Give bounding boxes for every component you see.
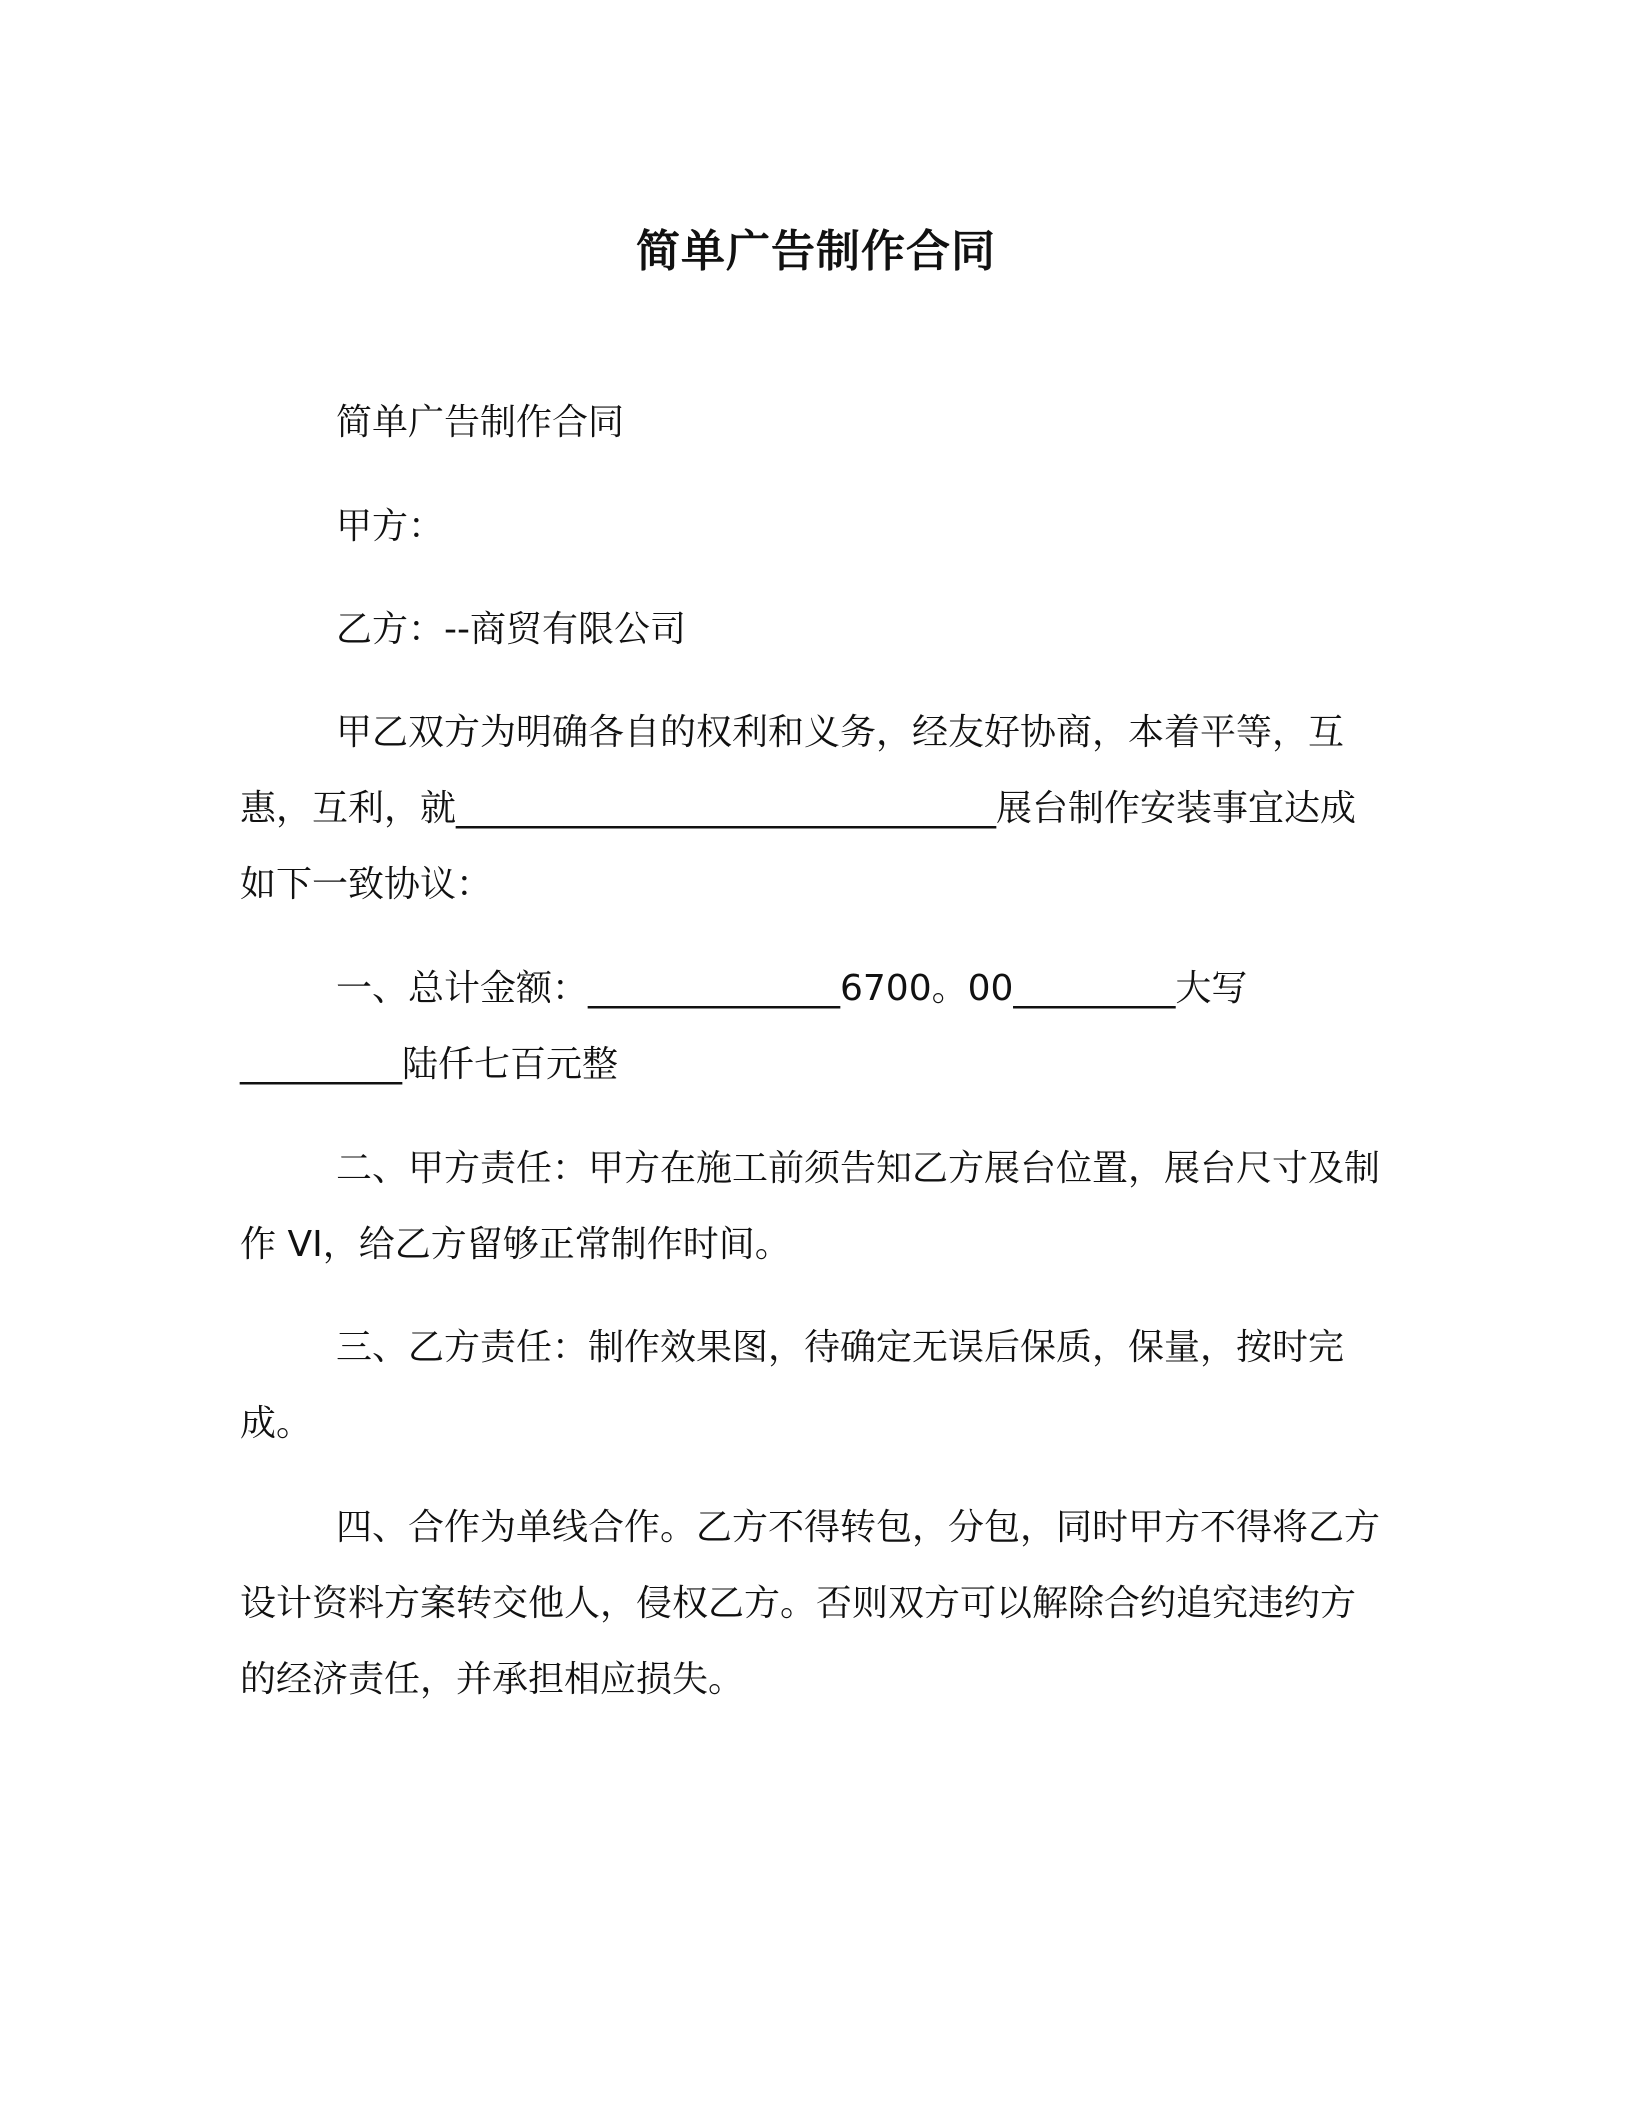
clause-4-cooperation: 四、合作为单线合作。乙方不得转包，分包，同时甲方不得将乙方设计资料方案转交他人，侵权乙方。否则双方可以解除合约追究违约方的经济责任，并承担相应损失。	[240, 1507, 1381, 1700]
document-subtitle: 简单广告制作合同	[336, 402, 625, 443]
party-a-line: 甲方：	[336, 506, 445, 547]
clause-1-amount: 一、总计金额：______________6700。00_________大写_________陆仟七百元整	[240, 968, 1248, 1085]
clause-2-party-a-duty: 二、甲方责任：甲方在施工前须告知乙方展台位置，展台尺寸及制作 VI，给乙方留够正常制作时间。	[240, 1148, 1381, 1265]
document-title: 简单广告制作合同	[636, 226, 996, 277]
party-b-line: 乙方：--商贸有限公司	[336, 609, 686, 650]
intro-paragraph: 甲乙双方为明确各自的权利和义务，经友好协商，本着平等，互惠，互利，就______________________________展台制作安装事宜达成如下一致协议：	[240, 712, 1357, 905]
clause-3-party-b-duty: 三、乙方责任：制作效果图，待确定无误后保质，保量，按时完成。	[240, 1327, 1345, 1444]
